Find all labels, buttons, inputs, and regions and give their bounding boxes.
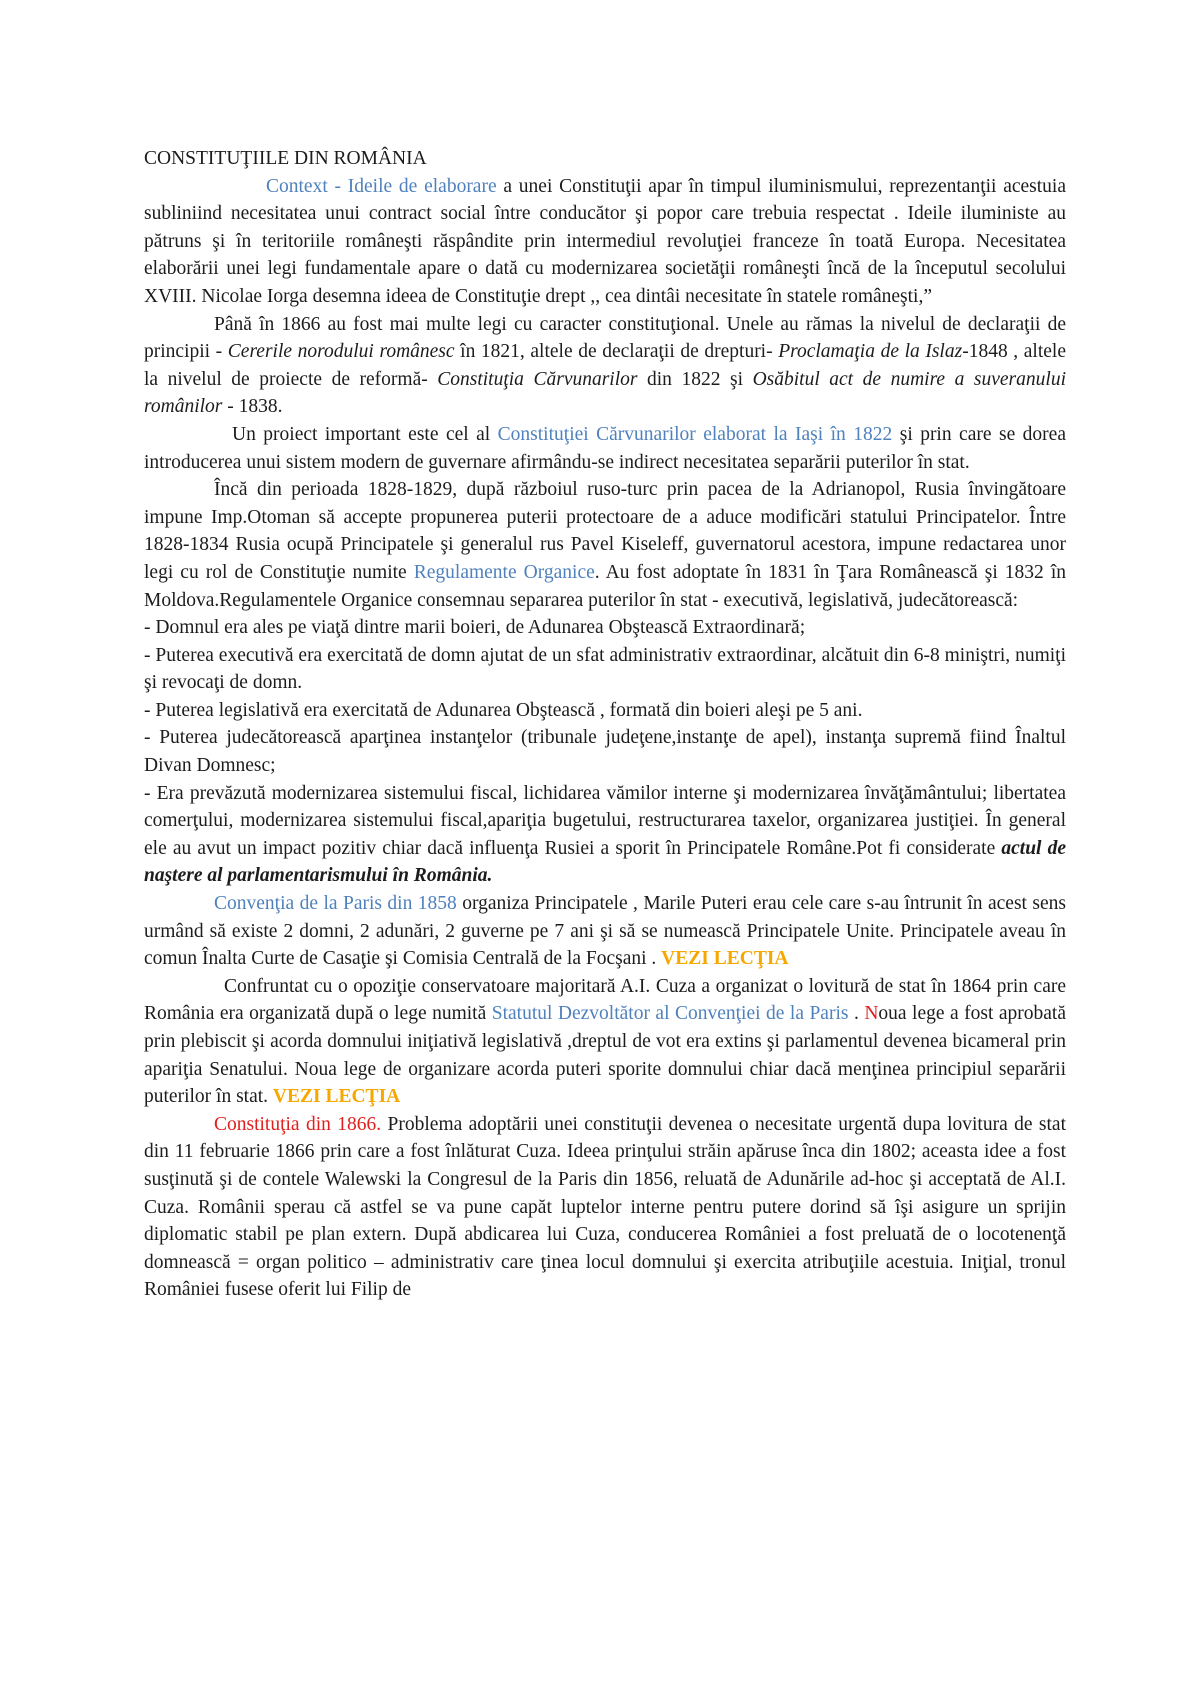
paragraph-carvunari: Un proiect important este cel al Constituţiei Cărvunarilor elaborat la Iaşi în 1822 şi prin care se dorea introducerea unui sistem modern de guvernare afirmându-se indirect necesitatea separării puterilor în stat. <box>144 423 1066 473</box>
bullet-item: - Era prevăzută modernizarea sistemului fiscal, lichidarea vămilor interne şi modernizarea învăţământului; libertatea comerţului, modernizarea sistemului fiscal,apariţia bugetului, restructurarea taxelor, organizarea justiţiei. În general ele au avut un impact pozitiv chiar dacă influenţa Rusiei a sporit în Principatele Române.Pot fi considerate actul de naştere al parlamentarismului în România. <box>144 782 1066 887</box>
paragraph-cuza: Confruntat cu o opoziţie conservatoare majoritară A.I. Cuza a organizat o lovitură de stat în 1864 prin care România era organizată după o lege numită Statutul Dezvoltător al Convenţiei de la Paris . Noua lege a fost aprobată prin plebiscit şi acorda domnului iniţiativă legislativă ,dreptul de vot era extins şi parlamentul devenea bicameral prin apariţia Senatului. Noua lege de organizare acorda puteri sporite domnului chiar dacă menţinea principiul separării puterilor în stat. VEZI LECŢIA <box>144 975 1067 1108</box>
bullet-item: - Puterea executivă era exercitată de domn ajutat de un sfat administrativ extraordinar, alcătuit din 6-8 miniştri, numiţi şi revocaţi de domn. <box>144 644 1066 694</box>
bullet-item: - Puterea judecătorească aparţinea instanţelor (tribunale judeţene,instanţe de apel), instanţa supremă fiind Înaltul Divan Domnesc; <box>144 727 1066 777</box>
constitutia-1866-heading: Constituţia din 1866. <box>214 1113 382 1135</box>
paragraph-conventia: Convenţia de la Paris din 1858 organiza Principatele , Marile Puteri erau cele care s-au întrunit în acest sens urmând să existe 2 domni, 2 adunări, 2 guverne pe 7 ani şi să se numească Principatele Unite. Principatele aveau în comun Înalta Curte de Casaţie şi Comisia Centrală de la Focşani . VEZI LECŢIA <box>144 893 1066 970</box>
vezi-lectia-link[interactable]: VEZI LECŢIA <box>272 1086 401 1108</box>
paragraph-constitutia-1866: Constituţia din 1866. Problema adoptării unei constituţii devenea o necesitate urgentă dupa lovitura de stat din 11 februarie 1866 prin care a fost înlăturat Cuza. Ideea prinţului străin apăruse înca din 1802; aceasta idee a fost susţinută şi de contele Walewski la Congresul de la Paris din 1856, reluată de Adunările ad-hoc şi acceptată de Al.I. Cuza. Românii sperau că astfel se va pune capăt luptelor interne pentru putere dorind să îşi asigure un sprijin diplomatic stabil pe plan extern. După abdicarea lui Cuza, conducerea României a fost preluată de o locotenenţă domnească = organ politico – administrativ care ţinea locul domnului şi exercita atribuţiile acestuia. Iniţial, tronul României fusese oferit lui Filip de <box>144 1113 1066 1301</box>
paragraph-regulamente: Încă din perioada 1828-1829, după războiul ruso-turc prin pacea de la Adrianopol, Rusia învingătoare impune Imp.Otoman să accepte propunerea puterii protectoare de a aduce modificări statului Principatelor. Între 1828-1834 Rusia ocupă Principatele şi generalul rus Pavel Kiseleff, guvernatorul acestora, impune redactarea unor legi cu rol de Constituţie numite Regulamente Organice. Au fost adoptate în 1831 în Ţara Românească şi 1832 în Moldova.Regulamentele Organice consemnau separarea puterilor în stat - executivă, legislativă, judecătorească: <box>144 479 1066 611</box>
context-heading: Context - Ideile de elaborare <box>266 175 497 197</box>
conventia-highlight: Convenţia de la Paris din 1858 <box>214 893 457 915</box>
bullet-item: - Puterea legislativă era exercitată de Adunarea Obştească , formată din boieri aleşi pe 5 ani. <box>144 699 863 721</box>
document-title: CONSTITUŢIILE DIN ROMÂNIA <box>144 148 427 169</box>
vezi-lectia-link[interactable]: VEZI LECŢIA <box>661 948 789 970</box>
document-page <box>144 145 1066 1304</box>
statutul-highlight: Statutul Dezvoltător al Convenţiei de la Paris <box>491 1003 849 1025</box>
carvunari-highlight: Constituţiei Cărvunarilor elaborat la Iaşi în 1822 <box>497 423 893 445</box>
regulamente-highlight: Regulamente Organice <box>413 561 595 583</box>
paragraph-context: Context - Ideile de elaborare a unei Constituţii apar în timpul iluminismului, reprezentanţii acestuia subliniind necesitatea unui contract social între conducător şi popor care trebuia respectat . Ideile iluministe au pătruns şi în teritoriile româneşti răspândite prin intermediul revoluţiei franceze în toată Europa. Necesitatea elaborării unei legi fundamentale apare o dată cu modernizarea societăţii româneşti încă de la începutul secolului XVIII. Nicolae Iorga desemna ideea de Constituţie drept ,, cea dintâi necesitate în statele româneşti,” <box>144 175 1066 307</box>
bullet-item: - Domnul era ales pe viaţă dintre marii boieri, de Adunarea Obştească Extraordinară; <box>144 617 806 639</box>
paragraph-pre-1866: Până în 1866 au fost mai multe legi cu caracter constituţional. Unele au rămas la nivelul de declaraţii de principii - Cererile norodului românesc în 1821, altele de declaraţii de drepturi- Proclamaţia de la Islaz-1848 , altele la nivelul de proiecte de reformă- Constituţia Cărvunarilor din 1822 şi Osăbitul act de numire a suveranului românilor - 1838. <box>144 313 1066 418</box>
